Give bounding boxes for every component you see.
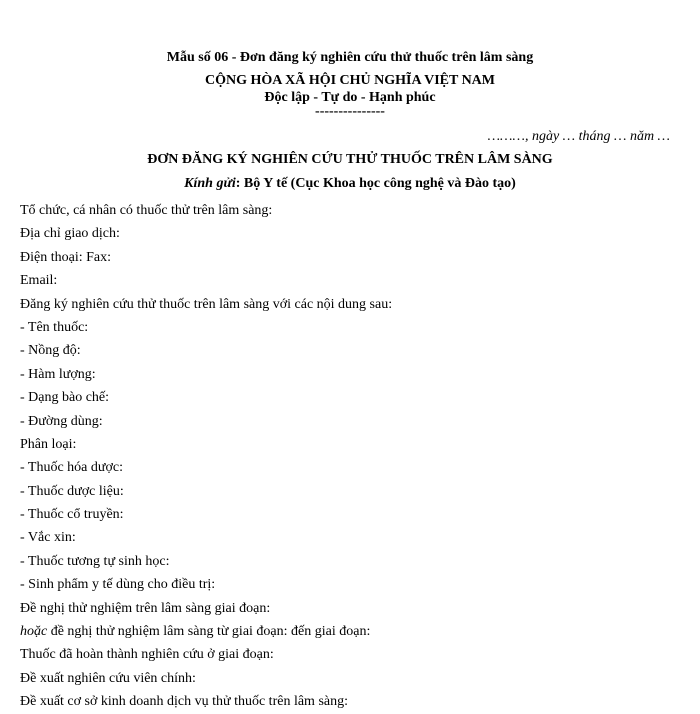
class-vaccine: - Vắc xin: — [20, 530, 76, 546]
class-herbal-drug: - Thuốc dược liệu: — [20, 483, 124, 499]
field-drug-name: - Tên thuốc: — [20, 319, 89, 335]
field-route: - Đường dùng: — [20, 413, 103, 429]
class-biosimilar: - Thuốc tương tự sinh học: — [20, 553, 170, 569]
class-biological-product: - Sinh phẩm y tế dùng cho điều trị: — [20, 577, 216, 593]
field-content: - Hàm lượng: — [20, 366, 96, 382]
form-number: Mẫu số 06 - Đơn đăng ký nghiên cứu thử thuốc trên lâm sàng — [166, 50, 534, 65]
header-separator: --------------- — [315, 104, 385, 119]
field-trial-facility: Đề xuất cơ sở kinh doanh dịch vụ thử thuốc trên lâm sàng: — [20, 694, 348, 710]
class-traditional-drug: - Thuốc cổ truyền: — [20, 507, 124, 523]
field-principal-investigator: Đề xuất nghiên cứu viên chính: — [20, 670, 196, 686]
field-dosage-form: - Dạng bào chế: — [20, 390, 110, 406]
classification-heading: Phân loại: — [20, 436, 77, 452]
country-name: CỘNG HÒA XÃ HỘI CHỦ NGHĨA VIỆT NAM — [204, 73, 495, 88]
field-completed-phase: Thuốc đã hoàn thành nghiên cứu ở giai đoạn: — [20, 647, 274, 663]
field-email: Email: — [20, 273, 58, 289]
class-chemical-drug: - Thuốc hóa dược: — [20, 460, 123, 476]
form-body — [20, 199, 680, 714]
field-concentration: - Nồng độ: — [20, 343, 81, 359]
recipient-text: : Bộ Y tế (Cục Khoa học công nghệ và Đào tạo) — [235, 176, 516, 191]
field-address: Địa chỉ giao dịch: — [20, 226, 120, 242]
date-line: ………, ngày … tháng … năm … — [487, 129, 670, 144]
recipient-line — [0, 176, 700, 192]
field-organization: Tổ chức, cá nhân có thuốc thử trên lâm sàng: — [20, 203, 273, 218]
recipient-label: Kính gửi — [184, 176, 236, 191]
field-proposed-phase: Đề nghị thử nghiệm trên lâm sàng giai đoạn: — [20, 600, 271, 616]
field-phone-fax: Điện thoại: Fax: — [20, 249, 111, 265]
phase-or-prefix: hoặc — [20, 624, 48, 640]
document-title: ĐƠN ĐĂNG KÝ NGHIÊN CỨU THỬ THUỐC TRÊN LÂM SÀNG — [147, 152, 553, 167]
national-motto: Độc lập - Tự do - Hạnh phúc — [264, 90, 436, 105]
field-phase-range — [20, 620, 680, 643]
registration-intro: Đăng ký nghiên cứu thử thuốc trên lâm sàng với các nội dung sau: — [20, 296, 393, 312]
phase-range-text: đề nghị thử nghiệm lâm sàng từ giai đoạn: đến giai đoạn: — [47, 624, 371, 640]
